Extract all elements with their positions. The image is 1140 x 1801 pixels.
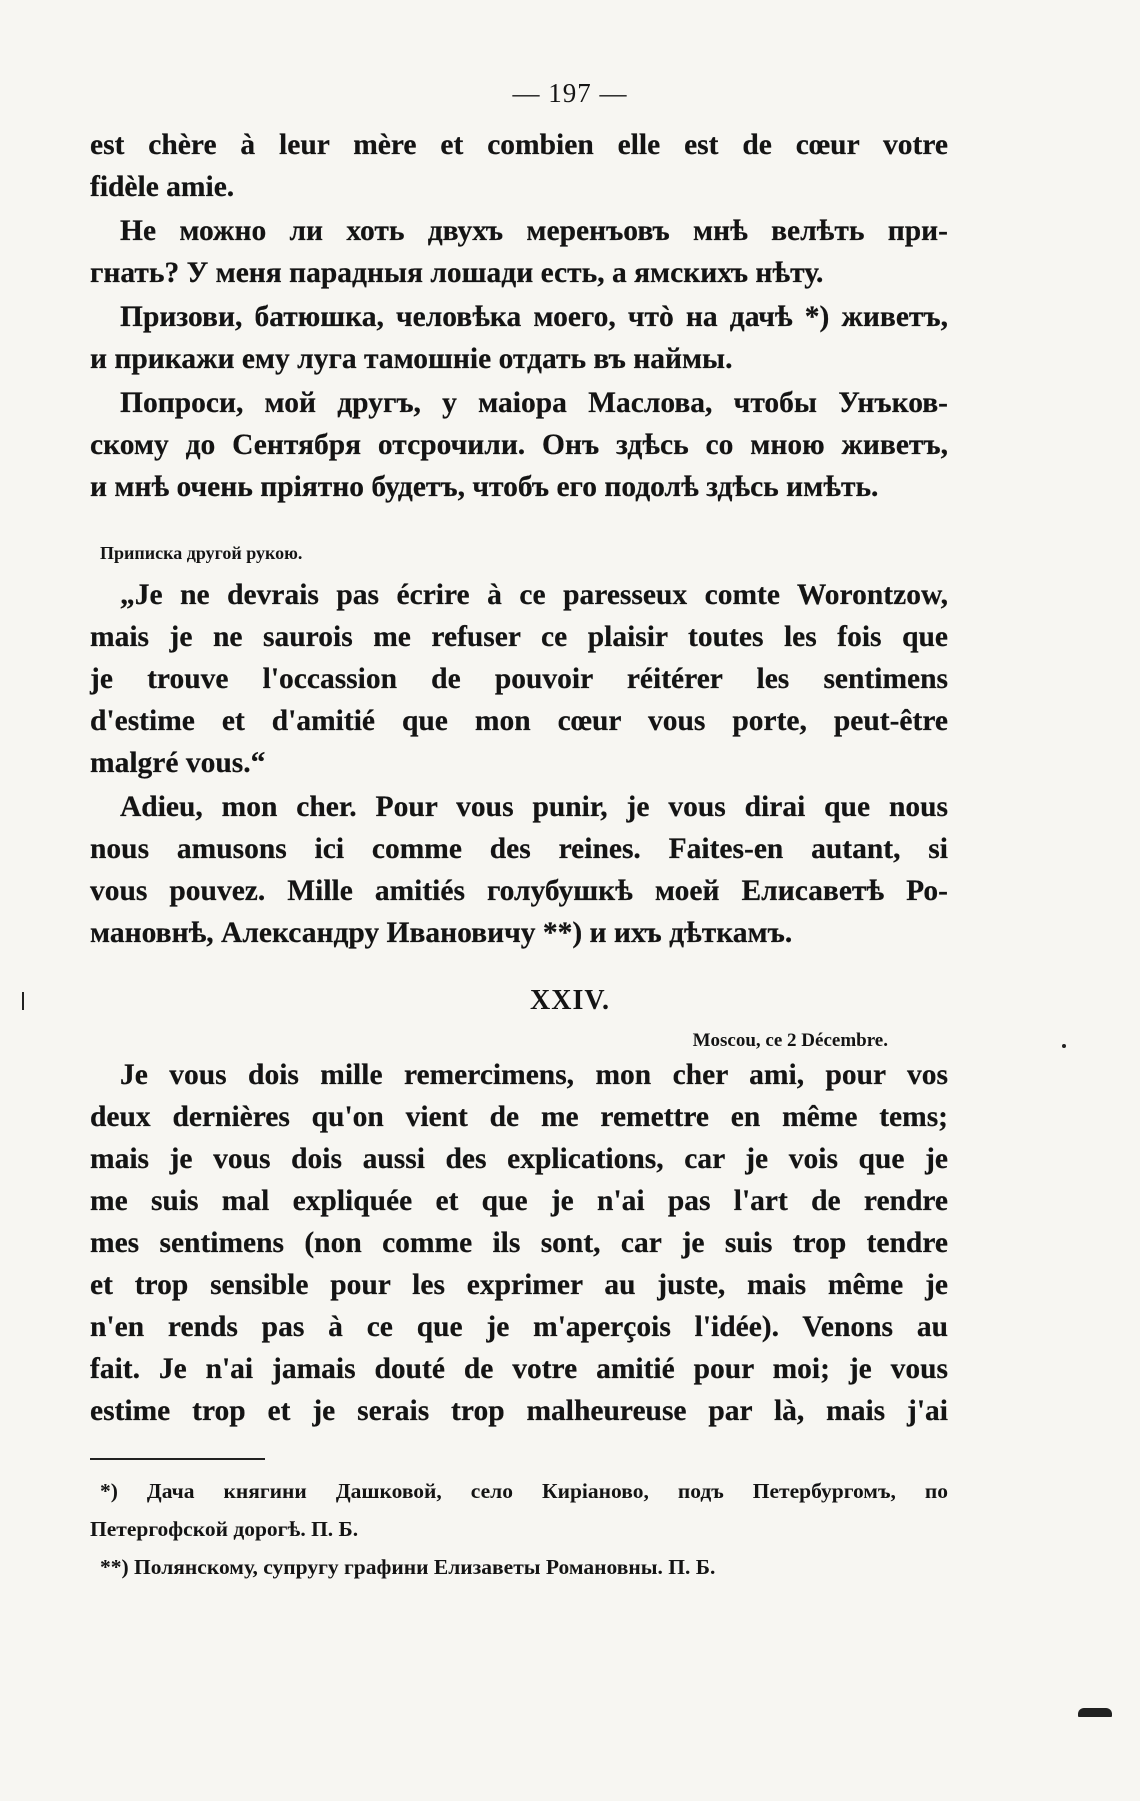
dateline: Moscou, ce 2 Décembre. [692, 1030, 888, 1051]
text-line: скому до Сентября отсрочили. Онъ здѣсь со мною живетъ, [90, 429, 948, 461]
letter-xxiv-body [90, 1054, 948, 1432]
text-line: mes sentimens (non comme ils sont, car je suis trop tendre [90, 1227, 948, 1259]
text-line: Adieu, mon cher. Pour vous punir, je vous dirai que nous [120, 791, 948, 823]
text-line: и прикажи ему луга тамошніе отдать въ наймы. [90, 343, 733, 375]
text-line: deux dernières qu'on vient de me remettre en même tems; [90, 1101, 948, 1133]
text-line: Призови, батюшка, человѣка моего, чтò на дачѣ *) живетъ, [120, 301, 948, 333]
footnote [90, 1472, 948, 1548]
section-heading: XXIV. [530, 985, 610, 1016]
text-line: je trouve l'occassion de pouvoir réitérer les sentimens [90, 663, 948, 695]
footnotes [90, 1472, 948, 1586]
text-line: et trop sensible pour les exprimer au juste, mais même je [90, 1269, 948, 1301]
footnote-divider [90, 1458, 265, 1460]
text-line: fait. Je n'ai jamais douté de votre amitié pour moi; je vous [90, 1353, 948, 1385]
text-line: Попроси, мой другъ, у маіора Маслова, чтобы Унъков- [120, 387, 948, 419]
text-line: me suis mal expliquée et que je n'ai pas l'art de rendre [90, 1185, 948, 1217]
scan-speck [1078, 1708, 1112, 1717]
text-line: est chère à leur mère et combien elle est de cœur votre [90, 129, 948, 161]
text-line: malgré vous.“ [90, 747, 266, 779]
text-line: гнать? У меня парадныя лошади есть, а ямскихъ нѣту. [90, 257, 824, 289]
text-line: vous pouvez. Mille amitiés голубушкѣ моей Елисаветѣ Ро- [90, 875, 948, 907]
scan-speck [1062, 1044, 1066, 1048]
text-line: „Je ne devrais pas écrire à ce paresseux comte Worontzow, [120, 579, 948, 611]
text-line: мановнѣ, Александру Ивановичу **) и ихъ дѣткамъ. [90, 917, 793, 949]
paragraph [90, 1054, 948, 1432]
page-number: — 197 — [512, 78, 628, 108]
footnote-line: **) Полянскому, супругу графини Елизаветы Романовны. П. Б. [100, 1555, 716, 1579]
text-line: fidèle amie. [90, 171, 235, 203]
paragraph [90, 382, 948, 508]
letter-continuation [90, 124, 948, 508]
text-line: nous amusons ici comme des reines. Faites-en autant, si [90, 833, 948, 865]
text-line: mais je ne saurois me refuser ce plaisir toutes les fois que [90, 621, 948, 653]
text-line: d'estime et d'amitié que mon cœur vous porte, peut-être [90, 705, 948, 737]
footnote-line: *) Дача княгини Дашковой, село Киріаново, подъ Петербургомъ, по [100, 1479, 948, 1503]
footnote [90, 1548, 948, 1586]
text-line: n'en rends pas à ce que je m'aperçois l'idée). Venons au [90, 1311, 948, 1343]
paragraph [90, 786, 948, 954]
text-line: и мнѣ очень пріятно будетъ, чтобъ его подолѣ здѣсь имѣть. [90, 471, 879, 503]
postscript-label: Приписка другой рукою. [100, 543, 303, 563]
paragraph [90, 124, 948, 208]
footnote-line: Петергофской дорогѣ. П. Б. [90, 1517, 359, 1541]
text-line: Je vous dois mille remercimens, mon cher ami, pour vos [120, 1059, 948, 1091]
postscript-text [90, 574, 948, 954]
scan-speck [22, 992, 24, 1010]
paragraph [90, 210, 948, 294]
text-line: mais je vous dois aussi des explications, car je vois que je [90, 1143, 948, 1175]
text-line: estime trop et je serais trop malheureuse par là, mais j'ai [90, 1395, 948, 1427]
text-line: Не можно ли хоть двухъ меренъовъ мнѣ велѣть при- [120, 215, 948, 247]
paragraph [90, 574, 948, 784]
paragraph [90, 296, 948, 380]
